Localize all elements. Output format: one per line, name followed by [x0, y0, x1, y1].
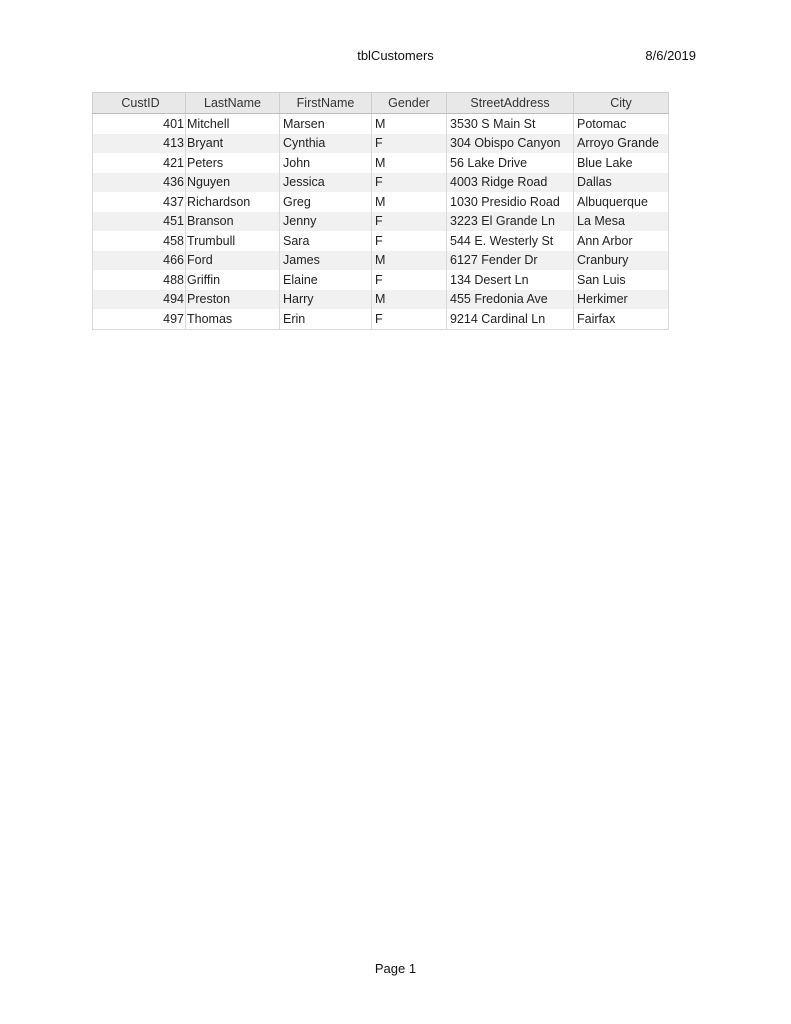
- page-number: Page 1: [374, 961, 417, 976]
- table-row: [93, 231, 669, 251]
- cell-gender: F: [372, 270, 447, 290]
- report-title: tblCustomers: [357, 48, 434, 63]
- cell-custid: 451: [93, 212, 186, 232]
- cell-city: Albuquerque: [574, 192, 669, 212]
- cell-lastname: Richardson: [186, 192, 280, 212]
- table-row: [93, 212, 669, 232]
- cell-streetaddress: 4003 Ridge Road: [447, 173, 574, 193]
- cell-lastname: Branson: [186, 212, 280, 232]
- cell-lastname: Griffin: [186, 270, 280, 290]
- cell-city: Fairfax: [574, 309, 669, 329]
- cell-firstname: John: [280, 153, 372, 173]
- table-row: [93, 270, 669, 290]
- cell-gender: F: [372, 231, 447, 251]
- column-header-city: City: [574, 93, 669, 114]
- report-date: 8/6/2019: [645, 48, 696, 63]
- cell-streetaddress: 3530 S Main St: [447, 114, 574, 134]
- cell-streetaddress: 6127 Fender Dr: [447, 251, 574, 271]
- cell-city: Cranbury: [574, 251, 669, 271]
- cell-lastname: Trumbull: [186, 231, 280, 251]
- cell-custid: 488: [93, 270, 186, 290]
- cell-gender: F: [372, 212, 447, 232]
- cell-streetaddress: 544 E. Westerly St: [447, 231, 574, 251]
- cell-city: Ann Arbor: [574, 231, 669, 251]
- column-header-firstname: FirstName: [280, 93, 372, 114]
- table-row: [93, 192, 669, 212]
- table-row: [93, 173, 669, 193]
- cell-streetaddress: 304 Obispo Canyon: [447, 134, 574, 154]
- cell-firstname: Greg: [280, 192, 372, 212]
- cell-custid: 436: [93, 173, 186, 193]
- cell-streetaddress: 56 Lake Drive: [447, 153, 574, 173]
- table-row: [93, 114, 669, 134]
- cell-firstname: Harry: [280, 290, 372, 310]
- cell-custid: 401: [93, 114, 186, 134]
- table-row: [93, 309, 669, 329]
- cell-firstname: Marsen: [280, 114, 372, 134]
- cell-city: Dallas: [574, 173, 669, 193]
- cell-lastname: Preston: [186, 290, 280, 310]
- cell-custid: 413: [93, 134, 186, 154]
- cell-custid: 497: [93, 309, 186, 329]
- cell-streetaddress: 9214 Cardinal Ln: [447, 309, 574, 329]
- cell-gender: F: [372, 173, 447, 193]
- table-row: [93, 290, 669, 310]
- cell-streetaddress: 134 Desert Ln: [447, 270, 574, 290]
- cell-city: Arroyo Grande: [574, 134, 669, 154]
- cell-city: Blue Lake: [574, 153, 669, 173]
- column-header-gender: Gender: [372, 93, 447, 114]
- cell-custid: 494: [93, 290, 186, 310]
- cell-lastname: Bryant: [186, 134, 280, 154]
- cell-gender: F: [372, 134, 447, 154]
- table-body: [93, 114, 669, 330]
- cell-firstname: Jenny: [280, 212, 372, 232]
- cell-gender: F: [372, 309, 447, 329]
- cell-firstname: Cynthia: [280, 134, 372, 154]
- cell-firstname: Jessica: [280, 173, 372, 193]
- cell-gender: M: [372, 114, 447, 134]
- cell-gender: M: [372, 251, 447, 271]
- table-row: [93, 134, 669, 154]
- cell-firstname: Elaine: [280, 270, 372, 290]
- cell-firstname: James: [280, 251, 372, 271]
- cell-custid: 421: [93, 153, 186, 173]
- cell-city: San Luis: [574, 270, 669, 290]
- cell-custid: 466: [93, 251, 186, 271]
- column-header-custid: CustID: [93, 93, 186, 114]
- cell-firstname: Erin: [280, 309, 372, 329]
- cell-lastname: Nguyen: [186, 173, 280, 193]
- table-header-row: [93, 93, 669, 114]
- cell-city: Herkimer: [574, 290, 669, 310]
- cell-lastname: Peters: [186, 153, 280, 173]
- table-row: [93, 251, 669, 271]
- column-header-streetaddress: StreetAddress: [447, 93, 574, 114]
- cell-custid: 458: [93, 231, 186, 251]
- table-row: [93, 153, 669, 173]
- cell-gender: M: [372, 192, 447, 212]
- cell-lastname: Thomas: [186, 309, 280, 329]
- cell-lastname: Ford: [186, 251, 280, 271]
- cell-streetaddress: 3223 El Grande Ln: [447, 212, 574, 232]
- cell-gender: M: [372, 290, 447, 310]
- cell-city: Potomac: [574, 114, 669, 134]
- cell-streetaddress: 1030 Presidio Road: [447, 192, 574, 212]
- cell-custid: 437: [93, 192, 186, 212]
- cell-lastname: Mitchell: [186, 114, 280, 134]
- cell-firstname: Sara: [280, 231, 372, 251]
- column-header-lastname: LastName: [186, 93, 280, 114]
- cell-streetaddress: 455 Fredonia Ave: [447, 290, 574, 310]
- cell-city: La Mesa: [574, 212, 669, 232]
- cell-gender: M: [372, 153, 447, 173]
- customers-table: [92, 92, 669, 330]
